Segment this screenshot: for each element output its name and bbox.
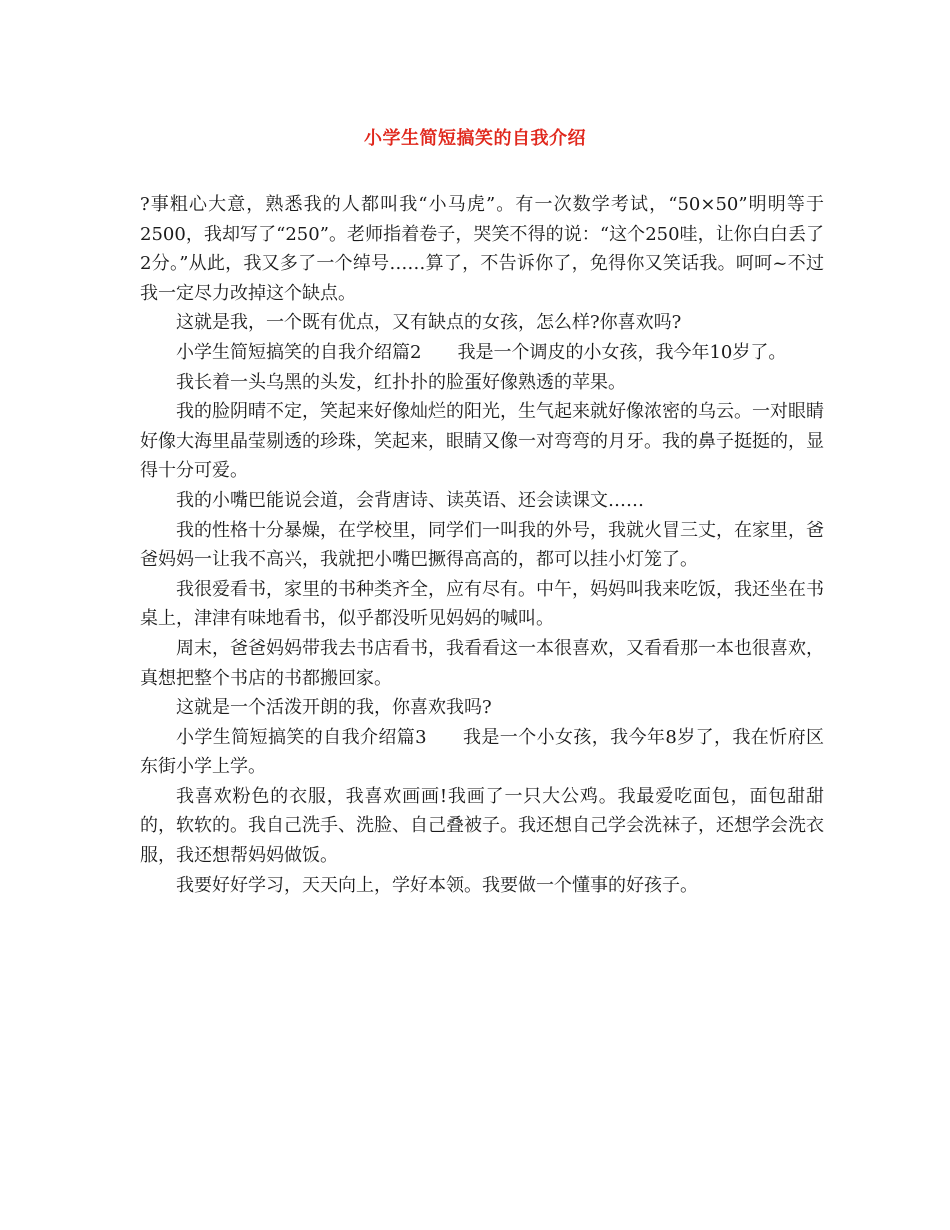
document-body [140,190,824,900]
paragraph: 我很爱看书，家里的书种类齐全，应有尽有。中午，妈妈叫我来吃饭，我还坐在书桌上，津津有味地看书，似乎都没听见妈妈的喊叫。 [140,578,824,630]
paragraph: ?事粗心大意，熟悉我的人都叫我“小马虎”。有一次数学考试，“50×50”明明等于2500，我却写了“250”。老师指着卷子，哭笑不得的说：“这个250哇，让你白白丢了2分。”从此，我又多了一个绰号……算了，不告诉你了，免得你又笑话我。呵呵~不过我一定尽力改掉这个缺点。 [140,194,824,304]
paragraph: 我的小嘴巴能说会道，会背唐诗、读英语、还会读课文…… [176,489,644,511]
paragraph: 我的脸阴晴不定，笑起来好像灿烂的阳光，生气起来就好像浓密的乌云。一对眼睛好像大海里晶莹剔透的珍珠，笑起来，眼睛又像一对弯弯的月牙。我的鼻子挺挺的，显得十分可爱。 [140,401,824,482]
paragraph: 我喜欢粉色的衣服，我喜欢画画!我画了一只大公鸡。我最爱吃面包，面包甜甜的，软软的。我自己洗手、洗脸、自己叠被子。我还想自己学会洗袜子，还想学会洗衣服，我还想帮妈妈做饭。 [140,785,824,867]
section-heading: 小学生简短搞笑的自我介绍篇3 [176,726,427,748]
paragraph: 我长着一头乌黑的头发，红扑扑的脸蛋好像熟透的苹果。 [176,371,626,393]
paragraph: 这就是一个活泼开朗的我，你喜欢我吗? [176,697,492,719]
paragraph [140,338,824,368]
paragraph: 我要好好学习，天天向上，学好本领。我要做一个懂事的好孩子。 [176,874,698,896]
paragraph: 这就是我，一个既有优点，又有缺点的女孩，怎么样?你喜欢吗? [176,312,682,334]
document-title: 小学生简短搞笑的自我介绍 [364,128,586,149]
paragraph-text: 我是一个调皮的小女孩，我今年10岁了。 [457,341,787,363]
paragraph [140,723,824,782]
section-heading: 小学生简短搞笑的自我介绍篇2 [176,341,422,363]
paragraph-text: 我是一个小女孩，我今年8岁了，我在忻府区东街小学上学。 [140,726,824,778]
paragraph: 周末，爸爸妈妈带我去书店看书，我看看这一本很喜欢，又看看那一本也很喜欢，真想把整个书店的书都搬回家。 [140,637,824,689]
paragraph: 我的性格十分暴燥，在学校里，同学们一叫我的外号，我就火冒三丈，在家里，爸爸妈妈一让我不高兴，我就把小嘴巴撅得高高的，都可以挂小灯笼了。 [140,519,824,571]
